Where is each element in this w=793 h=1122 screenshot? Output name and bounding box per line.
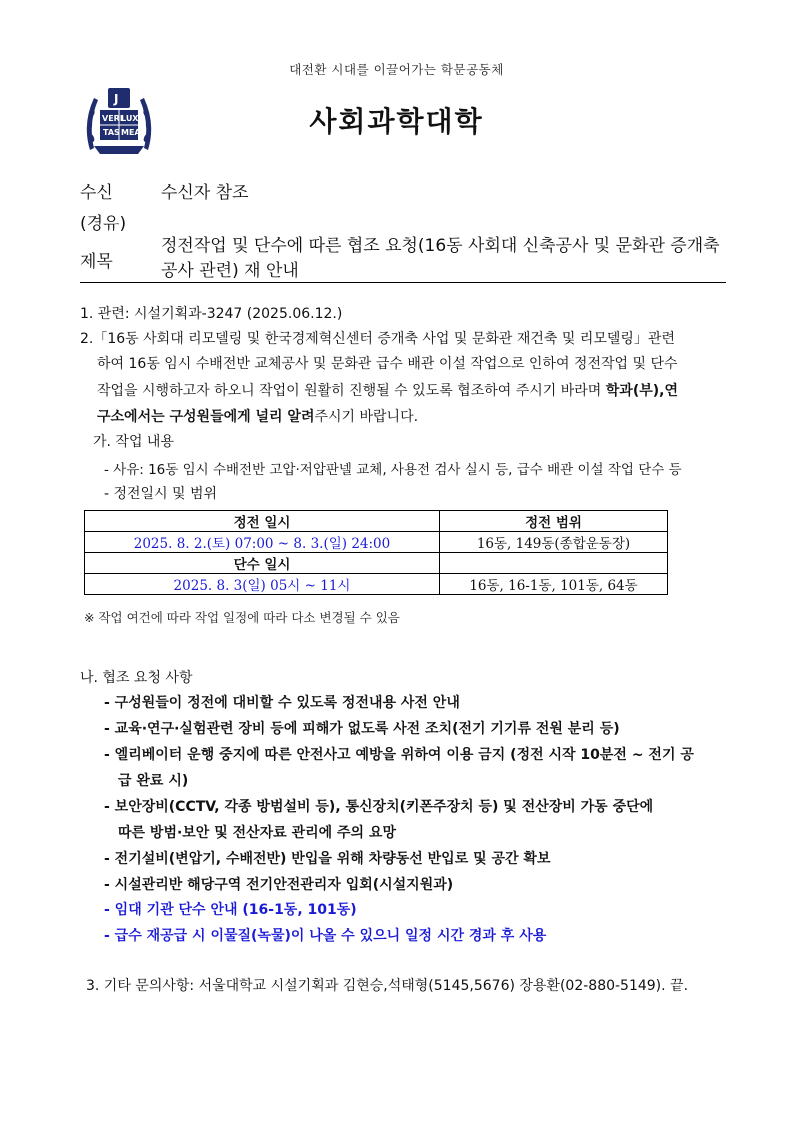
outage-schedule-table <box>84 510 668 595</box>
water-time-value: 2025. 8. 3(일) 05시 ~ 11시 <box>85 574 440 595</box>
schedule-label: - 정전일시 및 범위 <box>104 486 218 502</box>
via-label: (경유) <box>80 214 127 234</box>
request-item: - 시설관리반 해당구역 전기안전관리자 입회(시설지원과) <box>104 877 454 893</box>
request-item: - 구성원들이 정전에 대비할 수 있도록 정전내용 사전 안내 <box>104 695 460 711</box>
schedule-note: ※ 작업 여건에 따라 작업 일정에 따라 다소 변경될 수 있음 <box>84 610 400 625</box>
emblem-text-tas: TAS <box>103 128 120 137</box>
request-item-continued: 급 완료 시) <box>118 773 189 789</box>
request-item: - 엘리베이터 운행 중지에 따른 안전사고 예방을 위하여 이용 금지 (정전 시작 10분전 ~ 전기 공 <box>104 747 694 763</box>
subject-value: 정전작업 및 단수에 따른 협조 요청(16동 사회대 신축공사 및 문화관 증개축 공사 관련) 재 안내 <box>161 236 720 281</box>
header-outage-time: 정전 일시 <box>85 511 440 532</box>
subject-label: 제목 <box>80 252 113 272</box>
table-row <box>85 532 668 553</box>
emblem-text-mea: MEA <box>121 128 141 137</box>
water-scope-value: 16동, 16-1동, 101동, 64동 <box>440 574 668 595</box>
table-row <box>85 511 668 532</box>
request-item-highlight: - 급수 재공급 시 이물질(녹물)이 나올 수 있으니 일정 시간 경과 후 사용 <box>104 928 547 944</box>
item-1-related: 1. 관련: 시설기획과-3247 (2025.06.12.) <box>80 306 343 322</box>
empty-cell <box>440 553 668 574</box>
outage-time-value: 2025. 8. 2.(토) 07:00 ~ 8. 3.(일) 24:00 <box>85 532 440 553</box>
item-2-line2: 하여 16동 임시 수배전반 교체공사 및 문화관 급수 배관 이설 작업으로 인하여 정전작업 및 단수 <box>97 356 678 372</box>
table-row <box>85 574 668 595</box>
emblem-text-lux: LUX <box>121 114 139 123</box>
request-item-continued: 따른 방범·보안 및 전산자료 관리에 주의 요망 <box>118 825 396 841</box>
item-2-line4-text: 주시기 바랍니다. <box>314 409 419 425</box>
item-2-line1: 2.「16동 사회대 리모델링 및 한국경제혁신센터 증개축 사업 및 문화관 재건축 및 리모델링」관련 <box>80 331 675 347</box>
section-ga-heading: 가. 작업 내용 <box>93 434 174 450</box>
item-3-contact: 3. 기타 문의사항: 서울대학교 시설기획과 김현승,석태형(5145,5676) 장용환(02-880-5149). 끝. <box>86 978 689 994</box>
section-na-heading: 나. 협조 요청 사항 <box>80 670 193 686</box>
request-item-highlight: - 임대 기관 단수 안내 (16-1동, 101동) <box>104 902 357 918</box>
emblem-torch: J <box>114 92 119 106</box>
outage-scope-value: 16동, 149동(종합운동장) <box>440 532 668 553</box>
work-reason: - 사유: 16동 임시 수배전반 고압·저압판넬 교체, 사용전 검사 실시 등, 급수 배관 이설 작업 단수 등 <box>104 462 682 478</box>
slogan: 대전환 시대를 이끌어가는 학문공동체 <box>289 62 504 77</box>
request-item: - 보안장비(CCTV, 각종 방범설비 등), 통신장치(키폰주장치 등) 및 전산장비 가동 중단에 <box>104 799 654 815</box>
header-outage-scope: 정전 범위 <box>440 511 668 532</box>
request-item: - 교육·연구·실험관련 장비 등에 피해가 없도록 사전 조치(전기 기기류 전원 분리 등) <box>104 721 620 737</box>
item-2-line3-text: 작업을 시행하고자 하오니 작업이 원활히 진행될 수 있도록 협조하여 주시기 바라며 <box>97 383 606 399</box>
college-title: 사회과학대학 <box>309 105 484 138</box>
header-water-time: 단수 일시 <box>85 553 440 574</box>
header-divider <box>80 282 726 283</box>
table-row <box>85 553 668 574</box>
request-item: - 전기설비(변압기, 수배전반) 반입을 위해 차량동선 반입로 및 공간 확보 <box>104 851 551 867</box>
item-2-emphasis-b: 구소에서는 구성원들에게 널리 알려 <box>97 409 315 425</box>
recipient-value: 수신자 참조 <box>161 183 249 203</box>
item-2-line3 <box>97 380 678 400</box>
item-2-line4 <box>97 406 418 426</box>
emblem-text-veri: VERI <box>102 114 123 123</box>
item-2-emphasis-a: 학과(부),연 <box>605 383 678 399</box>
recipient-label: 수신 <box>80 183 113 203</box>
